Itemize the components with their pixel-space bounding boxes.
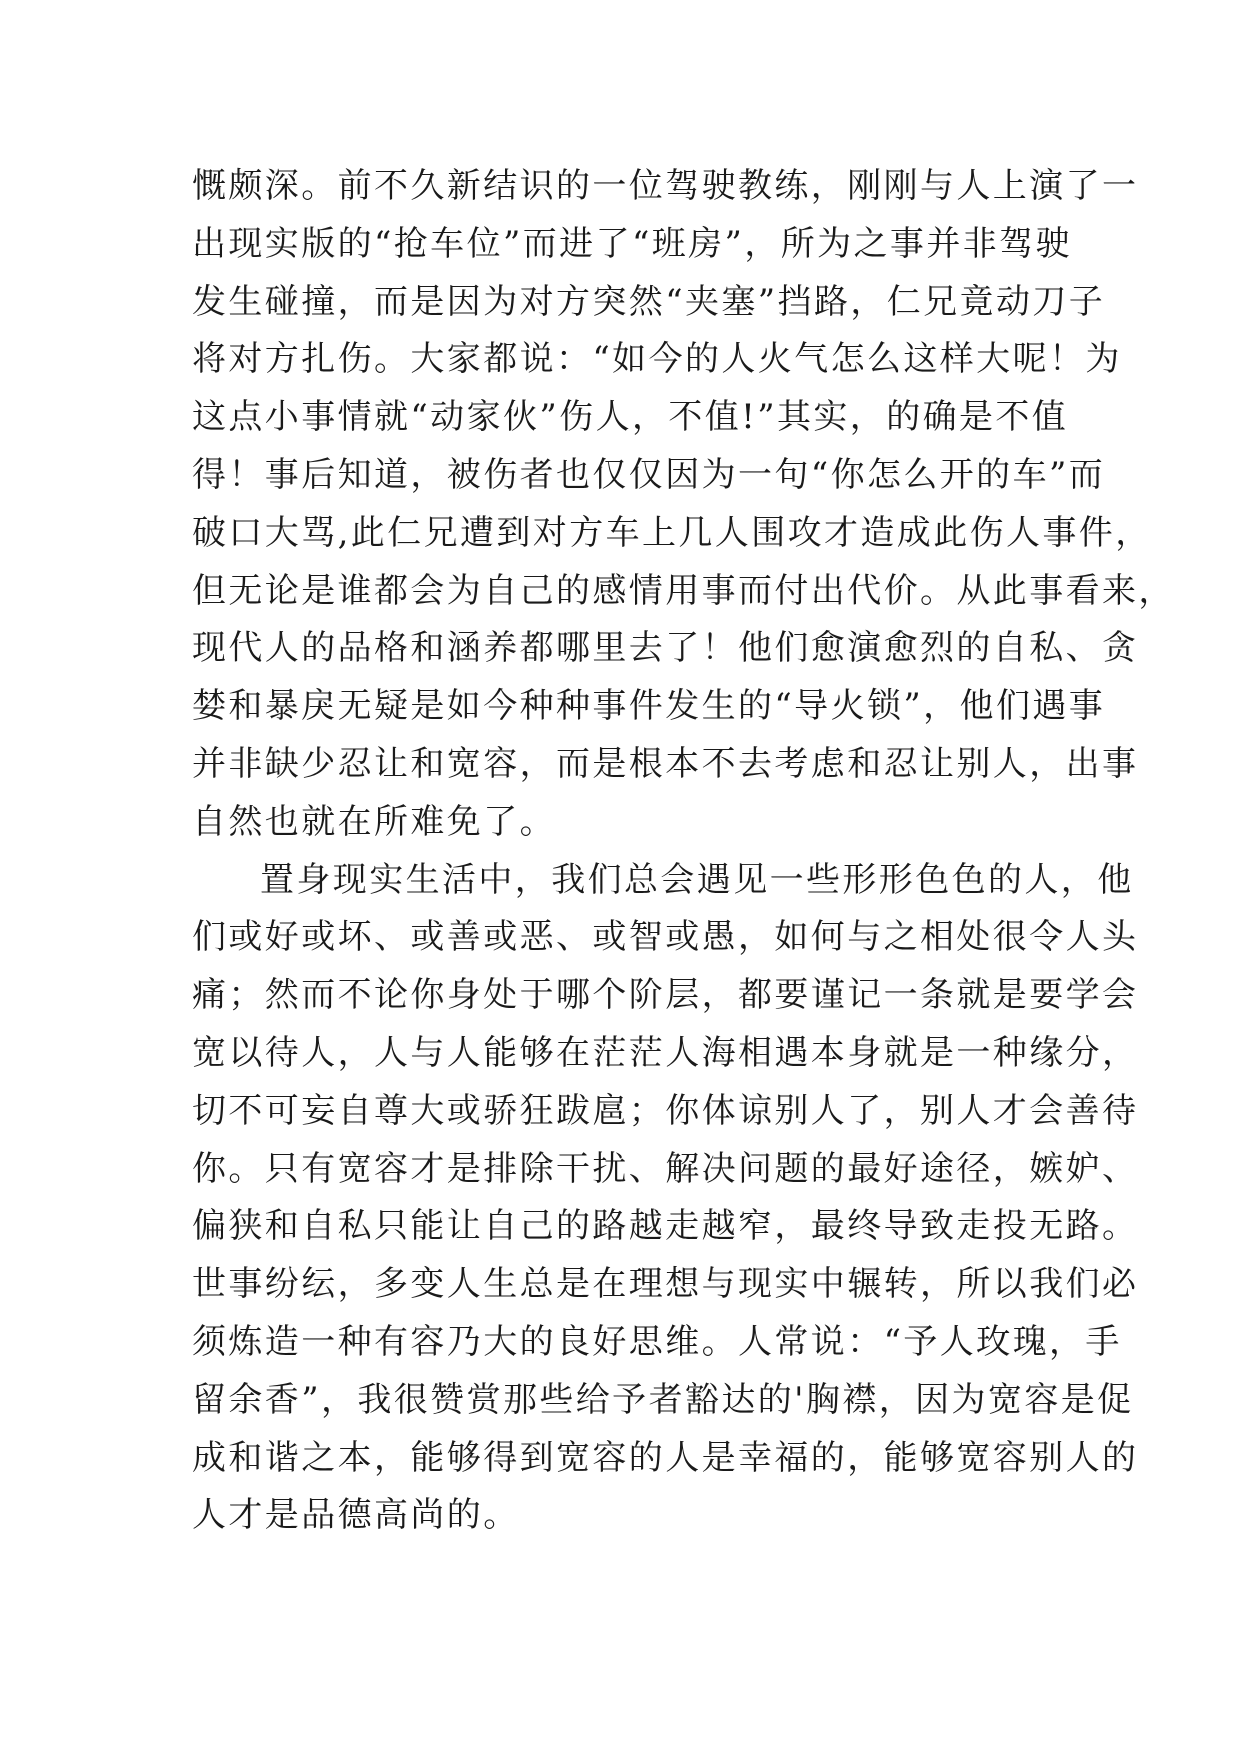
- text-line: 宽以待人，人与人能够在茫茫人海相遇本身就是一种缘分，: [192, 1032, 1139, 1073]
- text-line: 切不可妄自尊大或骄狂跋扈；你体谅别人了，别人才会善待: [192, 1090, 1139, 1131]
- text-line: 你。只有宽容才是排除干扰、解决问题的最好途径，嫉妒、: [192, 1148, 1139, 1189]
- text-line: 慨颇深。前不久新结识的一位驾驶教练，刚刚与人上演了一: [192, 166, 1139, 206]
- text-line: 将对方扎伤。大家都说：“如今的人火气怎么这样大呢！为: [192, 339, 1122, 380]
- text-line: 发生碰撞，而是因为对方突然“夹塞”挡路，仁兄竟动刀子: [192, 281, 1106, 322]
- text-line: 现代人的品格和涵养都哪里去了！他们愈演愈烈的自私、贪: [192, 628, 1139, 669]
- text-line: 世事纷纭，多变人生总是在理想与现实中辗转，所以我们必: [192, 1264, 1139, 1305]
- text-line: 痛；然而不论你身处于哪个阶层，都要谨记一条就是要学会: [192, 975, 1139, 1016]
- text-line: 自然也就在所难免了。: [192, 801, 556, 842]
- text-line: 婪和暴戾无疑是如今种种事件发生的“导火锁”，他们遇事: [192, 686, 1106, 727]
- text-line: 们或好或坏、或善或恶、或智或愚，如何与之相处很令人头: [192, 917, 1139, 958]
- text-line: 破口大骂,此仁兄遭到对方车上几人围攻才造成此伤人事件，: [192, 512, 1152, 553]
- text-line: 留余香”，我很赞赏那些给予者豁达的'胸襟，因为宽容是促: [192, 1379, 1134, 1420]
- text-line: 偏狭和自私只能让自己的路越走越窄，最终导致走投无路。: [192, 1206, 1139, 1247]
- paragraph-1: [192, 158, 1175, 852]
- document-body: [192, 158, 1175, 1545]
- text-line: 成和谐之本，能够得到宽容的人是幸福的，能够宽容别人的: [192, 1437, 1139, 1478]
- text-line: 出现实版的“抢车位”而进了“班房”，所为之事并非驾驶: [192, 223, 1072, 264]
- text-line: 这点小事情就“动家伙”伤人，不值!”其实，的确是不值: [192, 397, 1069, 438]
- text-line: 得！事后知道，被伤者也仅仅因为一句“你怎么开的车”而: [192, 454, 1106, 495]
- text-line: 人才是品德高尚的。: [192, 1495, 520, 1536]
- text-line: 置身现实生活中，我们总会遇见一些形形色色的人，他: [260, 859, 1134, 900]
- paragraph-2: [192, 852, 1139, 1546]
- text-line: 但无论是谁都会为自己的感情用事而付出代价。从此事看来，: [192, 570, 1175, 611]
- text-line: 并非缺少忍让和宽容，而是根本不去考虑和忍让别人，出事: [192, 743, 1139, 784]
- text-line: 须炼造一种有容乃大的良好思维。人常说：“予人玫瑰，手: [192, 1321, 1122, 1362]
